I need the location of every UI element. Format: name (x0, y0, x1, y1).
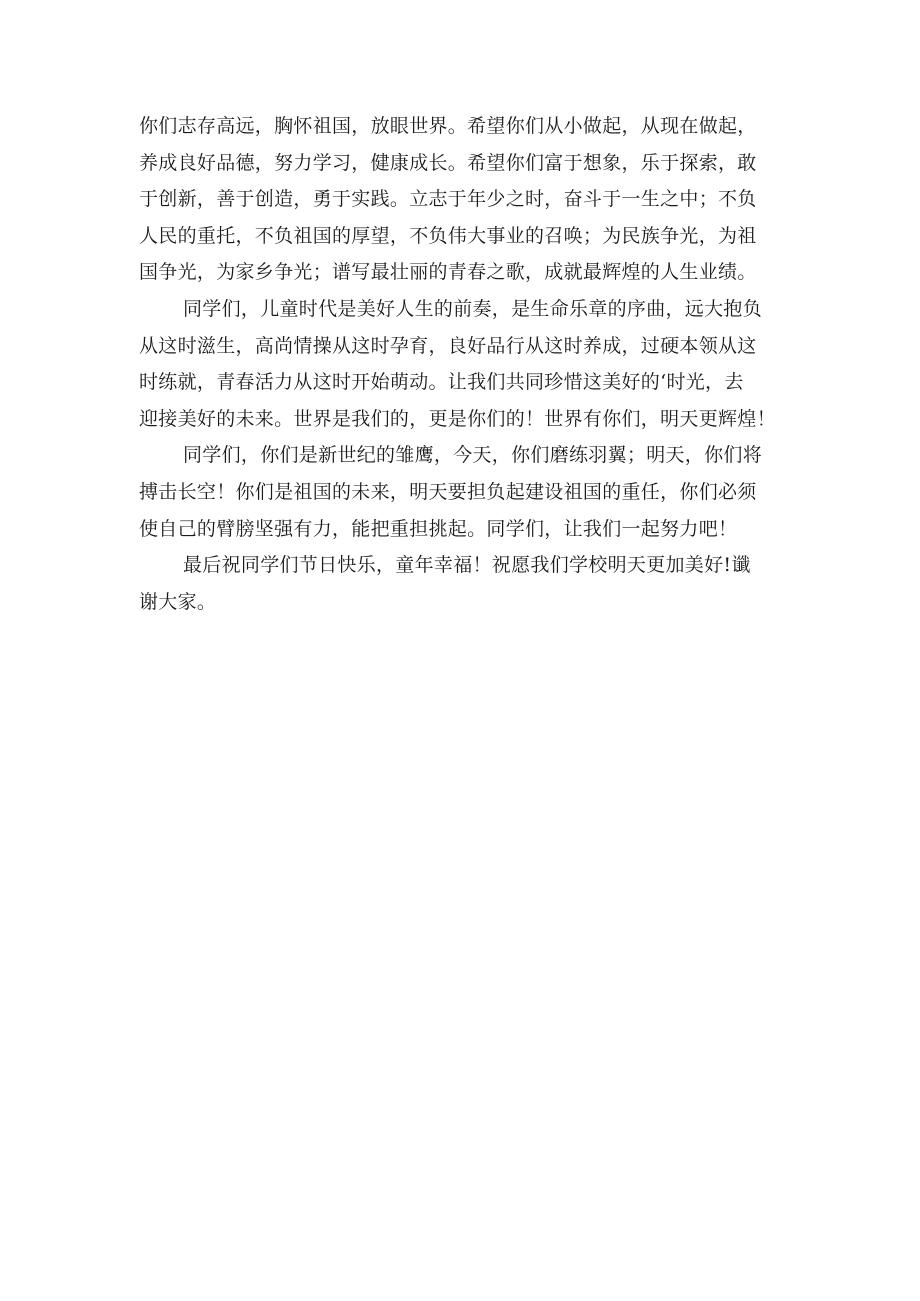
text-line: 谢大家。 (139, 590, 217, 613)
text-line: 你们志存高远，胸怀祖国，放眼世界。希望你们从小做起，从现在做起， (139, 115, 757, 137)
text-line: 迎接美好的未来。世界是我们的，更是你们的！世界有你们，明天更辉煌！ (139, 407, 776, 430)
text-line: 时练就，青春活力从这时开始萌动。让我们共同珍惜这美好的‘时光，去 (139, 371, 744, 394)
text-line: 使自己的臂膀坚强有力，能把重担挑起。同学们，让我们一起努力吧！ (139, 517, 738, 540)
text-line: 搏击长空！你们是祖国的未来，明天要担负起建设祖国的重任，你们必须 (139, 480, 757, 503)
document-body (139, 108, 799, 620)
paragraph-start-line: 最后祝同学们节日快乐，童年幸福！祝愿我们学校明天更加美好!谶 (183, 554, 751, 577)
text-line: 国争光，为家乡争光；谱写最壮丽的青春之歌，成就最辉煌的人生业绩。 (139, 261, 757, 284)
text-line: 从这时滋生，高尚情操从这时孕育，良好品行从这时养成，过硬本领从这 (139, 334, 757, 357)
paragraph-start-line: 同学们，儿童时代是美好人生的前奏，是生命乐章的序曲，远大抱负 (183, 297, 763, 320)
text-line: 养成良好品德，努力学习，健康成长。希望你们富于想象，乐于探索，敢 (139, 151, 757, 174)
paragraph-start-line: 同学们，你们是新世纪的雏鹰，今天，你们磨练羽翼；明天，你们将 (183, 444, 763, 467)
text-line: 人民的重托，不负祖国的厚望，不负伟大事业的召唤；为民族争光，为祖 (139, 224, 757, 247)
text-line: 于创新，善于创造，勇于实践。立志于年少之时，奋斗于一生之中；不负 (139, 188, 757, 211)
